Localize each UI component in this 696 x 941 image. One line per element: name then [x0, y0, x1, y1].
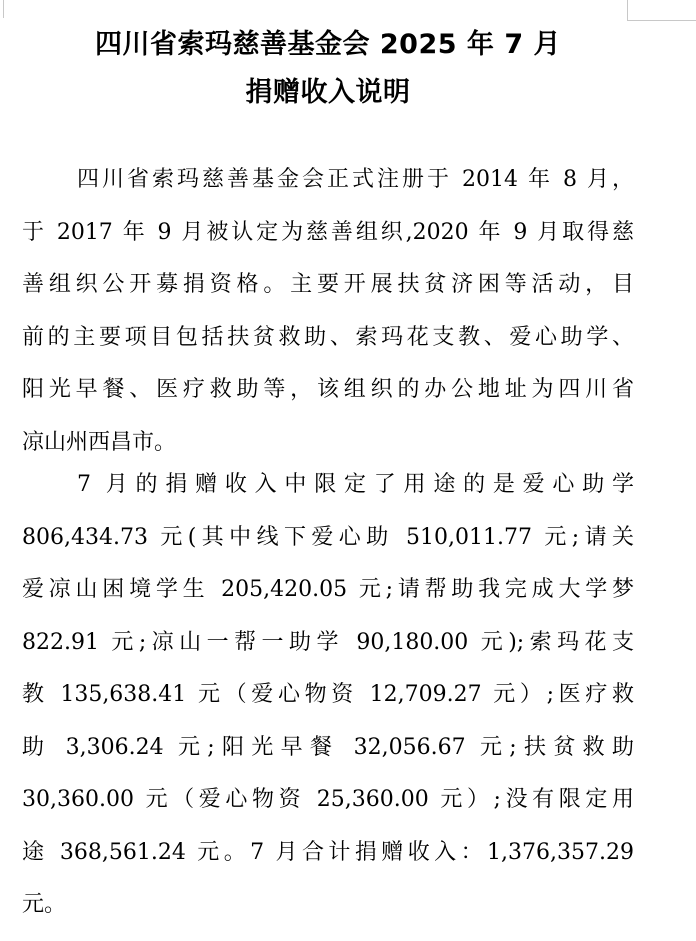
paragraph-donation-income — [22, 459, 634, 932]
paragraph-line: 前的主要项目包括扶贫救助、索玛花支教、爱心助学、 — [22, 324, 634, 350]
paragraph-line: 806,434.73 元(其中线下爱心助 510,011.77 元;请关 — [22, 524, 634, 550]
paragraph-organization-intro — [22, 154, 634, 469]
paragraph-line: 元。 — [22, 892, 67, 917]
paragraph-line: 爱凉山困境学生 205,420.05 元;请帮助我完成大学梦 — [22, 577, 634, 602]
page-corner-mark-right — [627, 0, 696, 21]
paragraph-line: 7 月的捐赠收入中限定了用途的是爱心助学 — [77, 472, 634, 497]
document-title-line-2: 捐赠收入说明 — [245, 77, 411, 108]
document-title-line-1: 四川省索玛慈善基金会 2025 年 7 月 — [94, 29, 562, 60]
paragraph-line: 822.91 元;凉山一帮一助学 90,180.00 元);索玛花支 — [22, 629, 634, 655]
paragraph-line: 助 3,306.24 元;阳光早餐 32,056.67 元;扶贫救助 — [22, 734, 634, 760]
paragraph-line: 30,360.00 元（爱心物资 25,360.00 元）;没有限定用 — [22, 787, 634, 812]
paragraph-line: 四川省索玛慈善基金会正式注册于 2014 年 8 月， — [77, 167, 634, 192]
paragraph-line: 阳光早餐、医疗救助等，该组织的办公地址为四川省 — [22, 377, 634, 402]
paragraph-line: 途 368,561.24 元。7 月合计捐赠收入：1,376,357.29 — [22, 839, 634, 865]
paragraph-line: 于 2017 年 9 月被认定为慈善组织,2020 年 9 月取得慈 — [22, 219, 634, 245]
paragraph-line: 善组织公开募捐资格。主要开展扶贫济困等活动，目 — [22, 272, 634, 297]
page-corner-mark-left — [3, 0, 4, 18]
paragraph-line: 凉山州西昌市。 — [22, 429, 177, 455]
paragraph-line: 教 135,638.41 元（爱心物资 12,709.27 元）;医疗救 — [22, 682, 634, 707]
